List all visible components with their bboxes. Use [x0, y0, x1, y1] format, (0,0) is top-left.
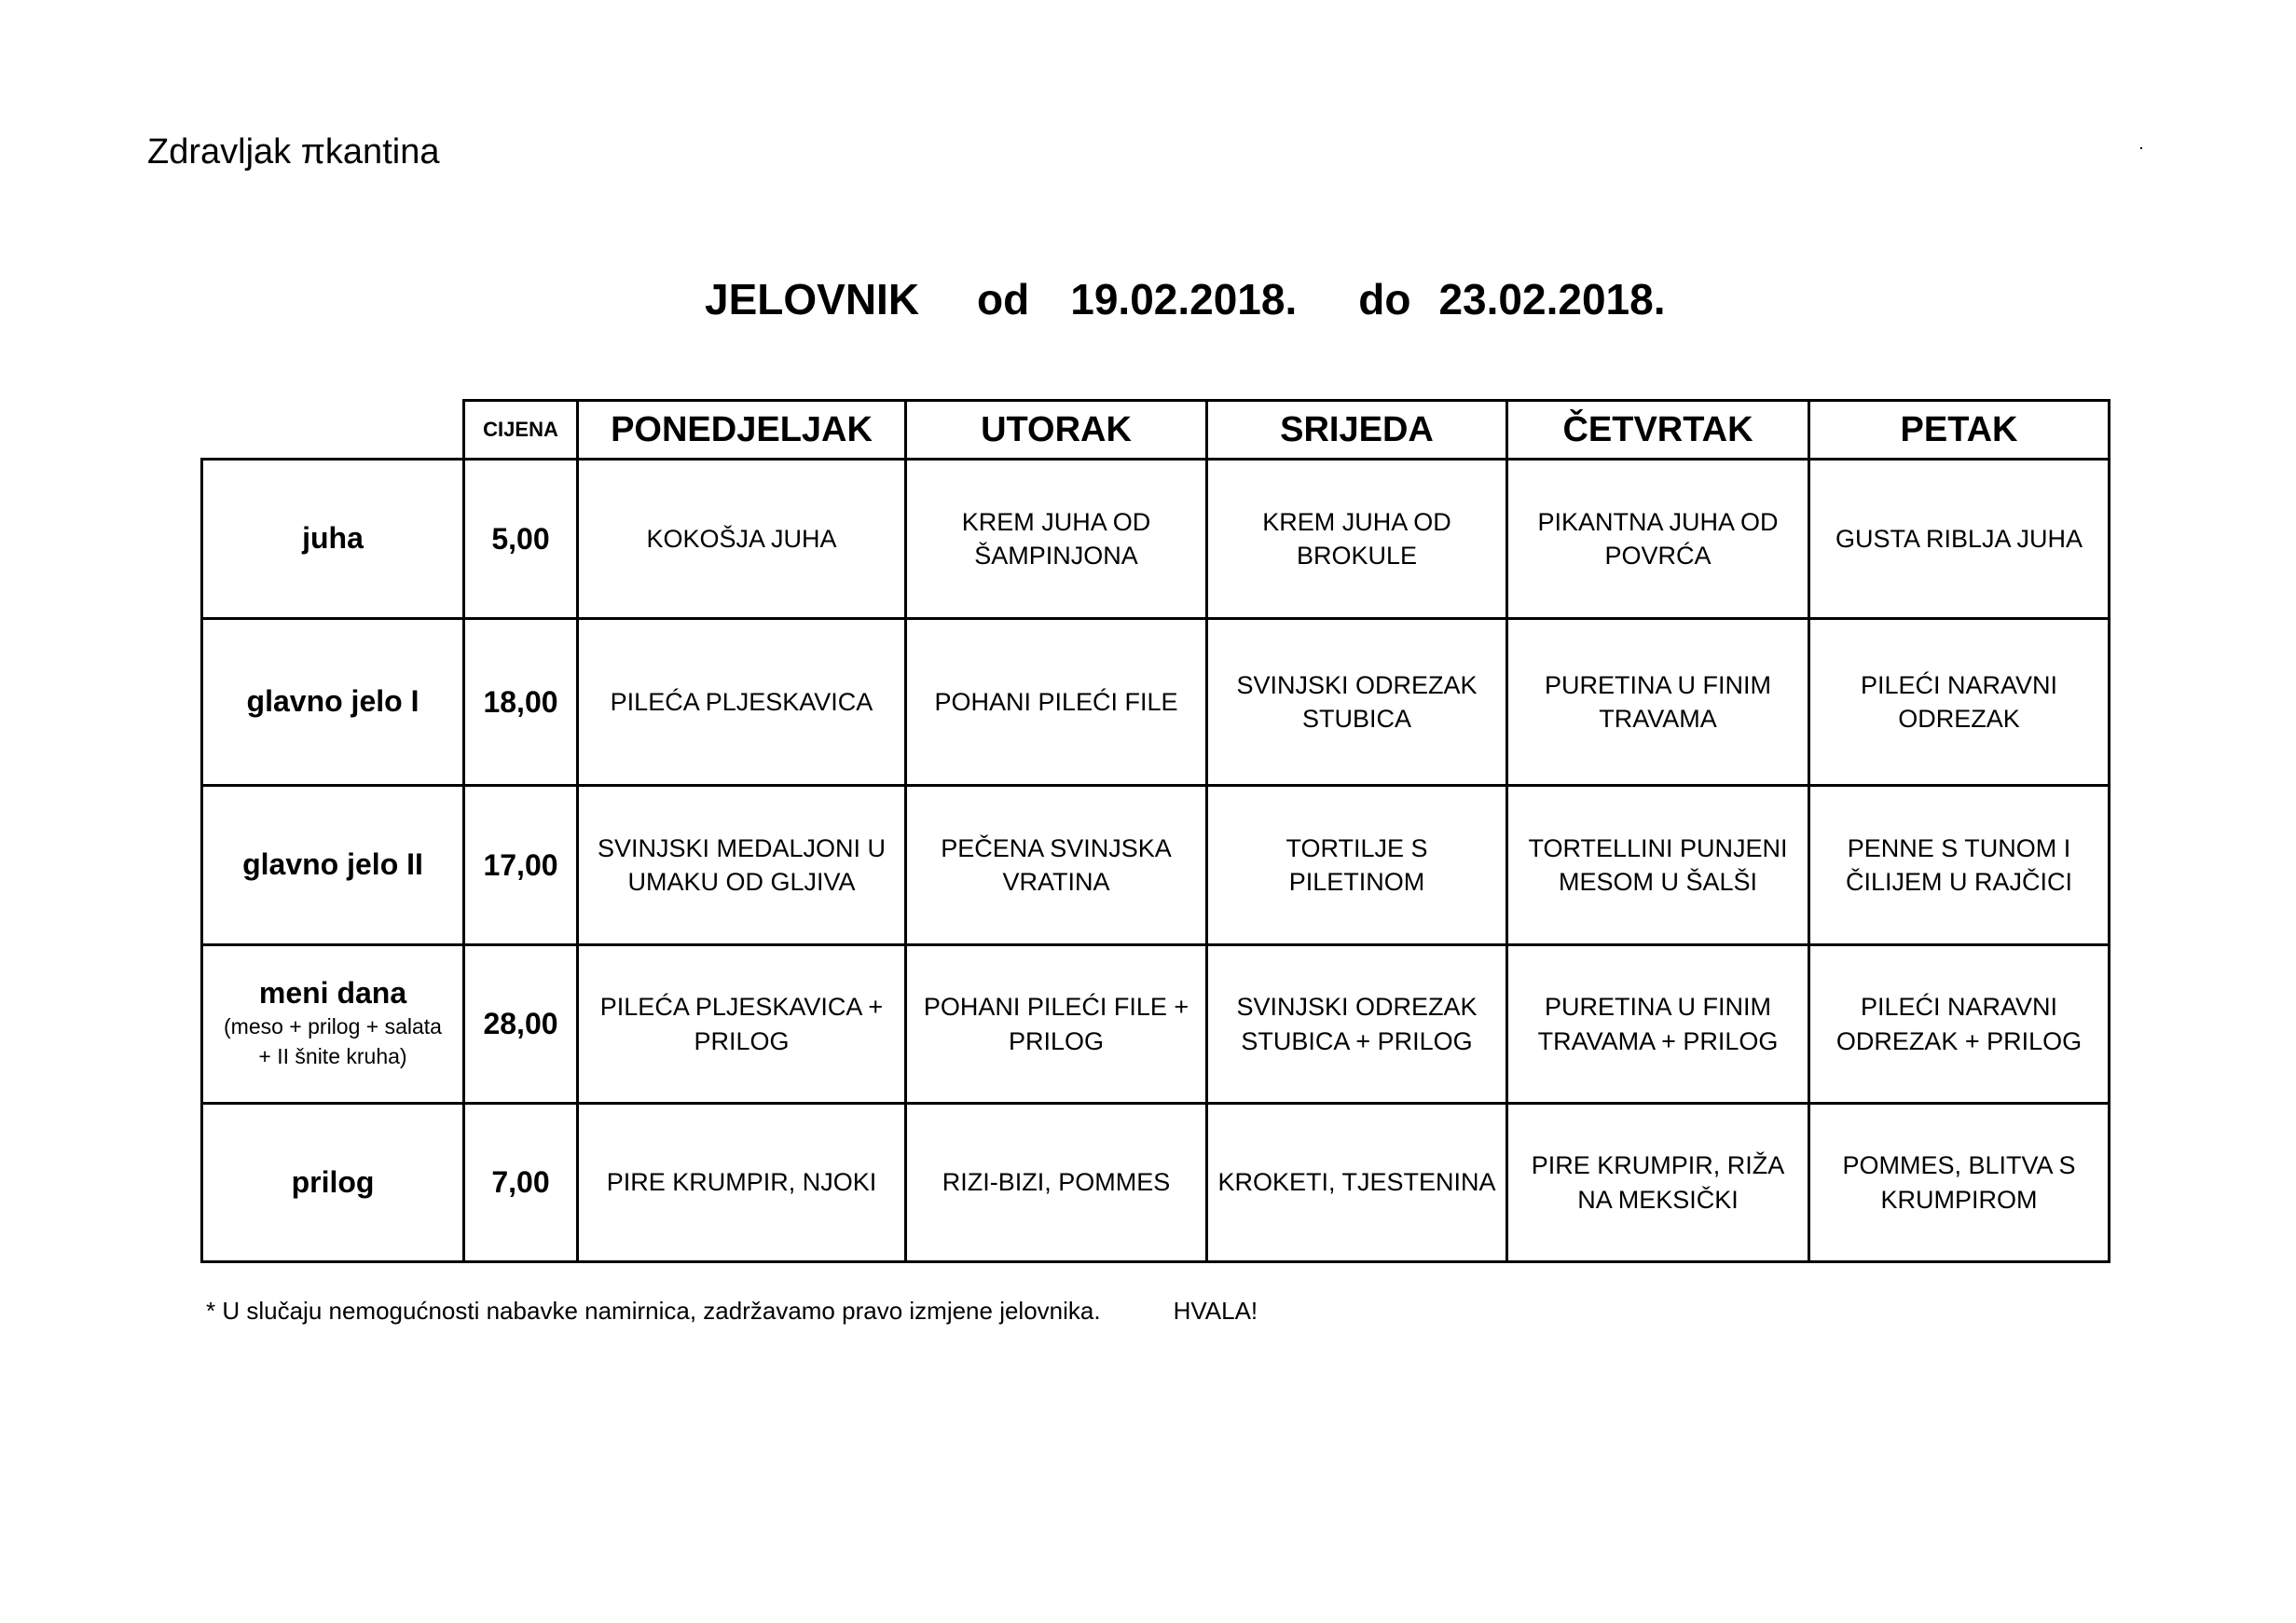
day-header-wednesday: SRIJEDA	[1207, 401, 1507, 460]
dish-line: STUBICA	[1301, 705, 1412, 733]
title-to-word: do	[1358, 275, 1411, 323]
dish-cell	[578, 1104, 906, 1262]
dish-cell	[1809, 786, 2110, 945]
dish-cell	[906, 619, 1207, 786]
price-cell: 18,00	[464, 619, 578, 786]
dish-line: PIRE KRUMPIR, RIŽA	[1531, 1151, 1785, 1180]
dish-line: PILEĆA PLJESKAVICA +	[599, 993, 884, 1022]
dish-line: KRUMPIROM	[1880, 1185, 2038, 1214]
thanks-text: HVALA!	[1173, 1297, 1258, 1325]
weekly-menu-table	[200, 399, 2110, 1263]
dish-cell	[1809, 619, 2110, 786]
dish-line: KREM JUHA OD	[1262, 507, 1451, 536]
dish-line: PIRE KRUMPIR, NJOKI	[606, 1168, 877, 1197]
dish-line: POVRĆA	[1604, 542, 1712, 570]
dish-line: VRATINA	[1002, 868, 1110, 896]
price-cell: 7,00	[464, 1104, 578, 1262]
title-main: JELOVNIK	[705, 275, 920, 323]
category-cell: prilog	[202, 1104, 464, 1262]
dish-cell	[1207, 786, 1507, 945]
dish-cell	[906, 945, 1207, 1104]
dish-line: PRILOG	[694, 1026, 790, 1055]
dish-line: SVINJSKI MEDALJONI U	[597, 833, 887, 862]
dish-line: SVINJSKI ODREZAK	[1236, 670, 1478, 699]
dish-cell	[1809, 945, 2110, 1104]
dish-cell	[1809, 460, 2110, 619]
dish-line: ODREZAK + PRILOG	[1835, 1026, 2083, 1055]
dish-line: TRAVAMA + PRILOG	[1537, 1026, 1779, 1055]
dish-line: PENNE S TUNOM I	[1847, 833, 2071, 862]
dish-line: PILEĆI NARAVNI	[1860, 993, 2058, 1022]
dish-line: ČILIJEM U RAJČICI	[1845, 868, 2073, 896]
dish-line: MESOM U ŠALŠI	[1558, 868, 1758, 896]
day-header-tuesday: UTORAK	[906, 401, 1207, 460]
dish-cell	[906, 460, 1207, 619]
price-header: CIJENA	[464, 401, 578, 460]
dish-cell	[1207, 1104, 1507, 1262]
table-row	[202, 945, 2110, 1104]
table-header-row	[202, 401, 2110, 460]
dish-line: PIKANTNA JUHA OD	[1537, 507, 1779, 536]
title-from-word: od	[977, 275, 1030, 323]
category-label: meni dana	[258, 975, 407, 1010]
dish-line: PILEĆI NARAVNI	[1860, 670, 2058, 699]
corner-cell	[202, 401, 464, 460]
table-row	[202, 460, 2110, 619]
dish-cell	[1507, 619, 1809, 786]
price-cell: 17,00	[464, 786, 578, 945]
dish-cell	[1207, 619, 1507, 786]
category-note	[207, 1011, 459, 1071]
dish-line: POHANI PILEĆI FILE +	[923, 993, 1189, 1022]
dish-cell	[906, 1104, 1207, 1262]
table-row	[202, 619, 2110, 786]
category-cell: glavno jelo II	[202, 786, 464, 945]
category-cell: juha	[202, 460, 464, 619]
dish-line: TORTELLINI PUNJENI	[1528, 833, 1788, 862]
stray-dot	[2140, 147, 2142, 149]
note-line: (meso + prilog + salata	[224, 1013, 442, 1038]
footnote	[206, 1297, 1258, 1326]
dish-line: BROKULE	[1296, 542, 1418, 570]
dish-cell	[578, 619, 906, 786]
dish-cell	[578, 460, 906, 619]
dish-line: PURETINA U FINIM	[1544, 993, 1771, 1022]
dish-cell	[1507, 945, 1809, 1104]
price-cell: 5,00	[464, 460, 578, 619]
dish-cell	[1207, 945, 1507, 1104]
dish-line: ŠAMPINJONA	[974, 542, 1138, 570]
dish-line: POHANI PILEĆI FILE	[934, 687, 1178, 716]
dish-line: SVINJSKI ODREZAK	[1236, 993, 1478, 1022]
dish-line: GUSTA RIBLJA JUHA	[1835, 524, 2083, 553]
price-cell: 28,00	[464, 945, 578, 1104]
day-header-monday: PONEDJELJAK	[578, 401, 906, 460]
table-row	[202, 786, 2110, 945]
dish-line: KREM JUHA OD	[961, 507, 1151, 536]
day-header-thursday: ČETVRTAK	[1507, 401, 1809, 460]
title-to-date: 23.02.2018.	[1438, 275, 1666, 323]
dish-cell	[1207, 460, 1507, 619]
dish-cell	[1507, 1104, 1809, 1262]
title-from-date: 19.02.2018.	[1070, 275, 1298, 323]
table-row	[202, 1104, 2110, 1262]
dish-line: TORTILJE S	[1285, 833, 1428, 862]
dish-line: PURETINA U FINIM	[1544, 670, 1771, 699]
footnote-text: * U slučaju nemogućnosti nabavke namirnica, zadržavamo pravo izmjene jelovnika.	[206, 1297, 1101, 1325]
canteen-name: Zdravljak πkantina	[147, 132, 440, 172]
dish-line: RIZI-BIZI, POMMES	[942, 1168, 1171, 1197]
dish-cell	[1809, 1104, 2110, 1262]
dish-line: KOKOŠJA JUHA	[646, 524, 837, 553]
dish-cell	[906, 786, 1207, 945]
category-cell	[202, 945, 464, 1104]
dish-line: PILEĆA PLJESKAVICA	[610, 687, 873, 716]
dish-line: STUBICA + PRILOG	[1241, 1026, 1473, 1055]
dish-line: TRAVAMA	[1599, 705, 1717, 733]
dish-cell	[1507, 786, 1809, 945]
dish-line: NA MEKSIČKI	[1577, 1185, 1739, 1214]
note-line: + II šnite kruha)	[258, 1044, 407, 1069]
dish-line: UMAKU OD GLJIVA	[627, 868, 856, 896]
dish-cell	[578, 945, 906, 1104]
category-cell: glavno jelo I	[202, 619, 464, 786]
dish-line: ODREZAK	[1898, 705, 2020, 733]
menu-title	[705, 274, 1665, 324]
dish-line: PEČENA SVINJSKA	[941, 833, 1172, 862]
dish-cell	[578, 786, 906, 945]
dish-line: PRILOG	[1008, 1026, 1105, 1055]
dish-cell	[1507, 460, 1809, 619]
dish-line: PILETINOM	[1288, 868, 1425, 896]
dish-line: KROKETI, TJESTENINA	[1217, 1168, 1496, 1197]
day-header-friday: PETAK	[1809, 401, 2110, 460]
dish-line: POMMES, BLITVA S	[1842, 1151, 2076, 1180]
